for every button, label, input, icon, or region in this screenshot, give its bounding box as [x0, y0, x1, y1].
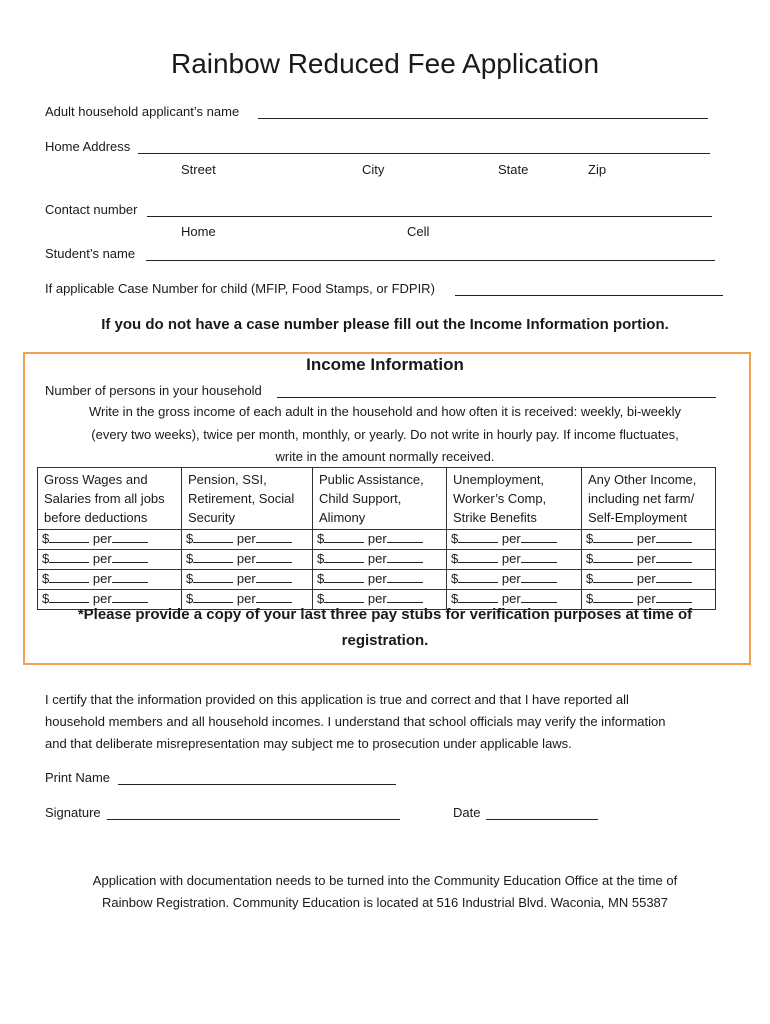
street-sublabel: Street — [181, 162, 216, 177]
home-address-field[interactable] — [138, 153, 710, 154]
income-amount-cell[interactable] — [447, 530, 582, 550]
paystub-note-line2: registration. — [341, 632, 429, 649]
dollar-sign: $ — [451, 531, 459, 546]
dollar-sign: $ — [451, 591, 459, 606]
income-amount-cell[interactable] — [447, 550, 582, 570]
income-amount-cell[interactable] — [313, 530, 447, 550]
student-name-field[interactable] — [146, 260, 715, 261]
income-column-header: Public Assistance, Child Support, Alimony — [313, 468, 447, 530]
per-label: per — [636, 591, 656, 606]
print-name-label: Print Name — [45, 770, 111, 785]
applicant-name-field[interactable] — [258, 118, 708, 119]
home-sublabel: Home — [181, 224, 216, 239]
dollar-sign: $ — [586, 591, 594, 606]
income-amount-cell[interactable] — [313, 550, 447, 570]
income-amount-cell[interactable] — [447, 570, 582, 590]
per-label: per — [236, 531, 256, 546]
per-label: per — [236, 591, 256, 606]
case-number-field[interactable] — [455, 295, 723, 296]
per-label: per — [92, 531, 112, 546]
income-amount-cell[interactable] — [38, 570, 182, 590]
paystub-note-line1: *Please provide a copy of your last three pay stubs for verification purposes at time of — [77, 606, 693, 623]
signature-label: Signature — [45, 805, 101, 820]
dollar-sign: $ — [186, 551, 194, 566]
per-label: per — [501, 591, 521, 606]
income-amount-cell[interactable] — [182, 530, 313, 550]
income-column-header: Gross Wages and Salaries from all jobs before deductions — [38, 468, 182, 530]
case-number-notice: If you do not have a case number please fill out the Income Information portion. — [101, 316, 669, 333]
dollar-sign: $ — [317, 551, 325, 566]
per-label: per — [367, 551, 387, 566]
date-field[interactable] — [486, 819, 598, 820]
income-amount-cell[interactable] — [582, 550, 716, 570]
income-column-header: Pension, SSI, Retirement, Social Security — [182, 468, 313, 530]
dollar-sign: $ — [186, 591, 194, 606]
dollar-sign: $ — [42, 531, 50, 546]
dollar-sign: $ — [42, 571, 50, 586]
dollar-sign: $ — [186, 531, 194, 546]
certification-line3: and that deliberate misrepresentation may subject me to prosecution under applicable laws. — [45, 736, 572, 751]
income-amount-cell[interactable] — [582, 570, 716, 590]
income-table — [37, 467, 716, 610]
per-label: per — [636, 571, 656, 586]
per-label: per — [636, 531, 656, 546]
footer-line1: Application with documentation needs to be turned into the Community Education Office at the time of — [92, 873, 678, 888]
per-label: per — [501, 531, 521, 546]
dollar-sign: $ — [586, 551, 594, 566]
student-name-label: Student’s name — [45, 246, 136, 261]
per-label: per — [236, 571, 256, 586]
cell-sublabel: Cell — [407, 224, 430, 239]
dollar-sign: $ — [317, 591, 325, 606]
per-label: per — [367, 571, 387, 586]
per-label: per — [501, 551, 521, 566]
page-title: Rainbow Reduced Fee Application — [170, 48, 600, 79]
zip-sublabel: Zip — [588, 162, 607, 177]
income-amount-cell[interactable] — [38, 530, 182, 550]
city-sublabel: City — [362, 162, 385, 177]
home-address-label: Home Address — [45, 139, 131, 154]
dollar-sign: $ — [186, 571, 194, 586]
signature-field[interactable] — [107, 819, 400, 820]
state-sublabel: State — [498, 162, 529, 177]
income-column-header: Unemployment, Worker’s Comp, Strike Benefits — [447, 468, 582, 530]
per-label: per — [636, 551, 656, 566]
per-label: per — [92, 551, 112, 566]
per-label: per — [367, 531, 387, 546]
dollar-sign: $ — [317, 571, 325, 586]
dollar-sign: $ — [586, 531, 594, 546]
certification-line1: I certify that the information provided on this application is true and correct and that I have reported all — [45, 692, 629, 707]
footer-line2: Rainbow Registration. Community Education is located at 516 Industrial Blvd. Waconia, MN 55387 — [101, 895, 669, 910]
dollar-sign: $ — [42, 591, 50, 606]
dollar-sign: $ — [451, 551, 459, 566]
income-row — [38, 550, 716, 570]
household-persons-field[interactable] — [277, 397, 716, 398]
income-instructions-line2: (every two weeks), twice per month, monthly, or yearly. Do not write in hourly pay. If income fluctuates, — [91, 427, 679, 442]
certification-line2: household members and all household incomes. I understand that school officials may verify the information — [45, 714, 666, 729]
contact-number-field[interactable] — [147, 216, 712, 217]
income-instructions-line3: write in the amount normally received. — [275, 449, 495, 464]
income-heading: Income Information — [306, 355, 464, 374]
dollar-sign: $ — [42, 551, 50, 566]
income-row — [38, 570, 716, 590]
income-amount-cell[interactable] — [182, 570, 313, 590]
income-amount-cell[interactable] — [182, 550, 313, 570]
case-number-label: If applicable Case Number for child (MFIP, Food Stamps, or FDPIR) — [45, 281, 435, 296]
per-label: per — [367, 591, 387, 606]
income-instructions-line1: Write in the gross income of each adult in the household and how often it is received: weekly, bi-weekly — [88, 404, 682, 419]
applicant-name-label: Adult household applicant’s name — [45, 104, 240, 119]
print-name-field[interactable] — [118, 784, 396, 785]
income-amount-cell[interactable] — [38, 550, 182, 570]
income-amount-cell[interactable] — [313, 570, 447, 590]
income-amount-cell[interactable] — [582, 530, 716, 550]
date-label: Date — [453, 805, 481, 820]
household-persons-label: Number of persons in your household — [45, 383, 262, 398]
per-label: per — [236, 551, 256, 566]
dollar-sign: $ — [317, 531, 325, 546]
income-column-header: Any Other Income, including net farm/ Self-Employment — [582, 468, 716, 530]
dollar-sign: $ — [586, 571, 594, 586]
contact-number-label: Contact number — [45, 202, 138, 217]
per-label: per — [501, 571, 521, 586]
dollar-sign: $ — [451, 571, 459, 586]
per-label: per — [92, 591, 112, 606]
per-label: per — [92, 571, 112, 586]
income-row — [38, 530, 716, 550]
